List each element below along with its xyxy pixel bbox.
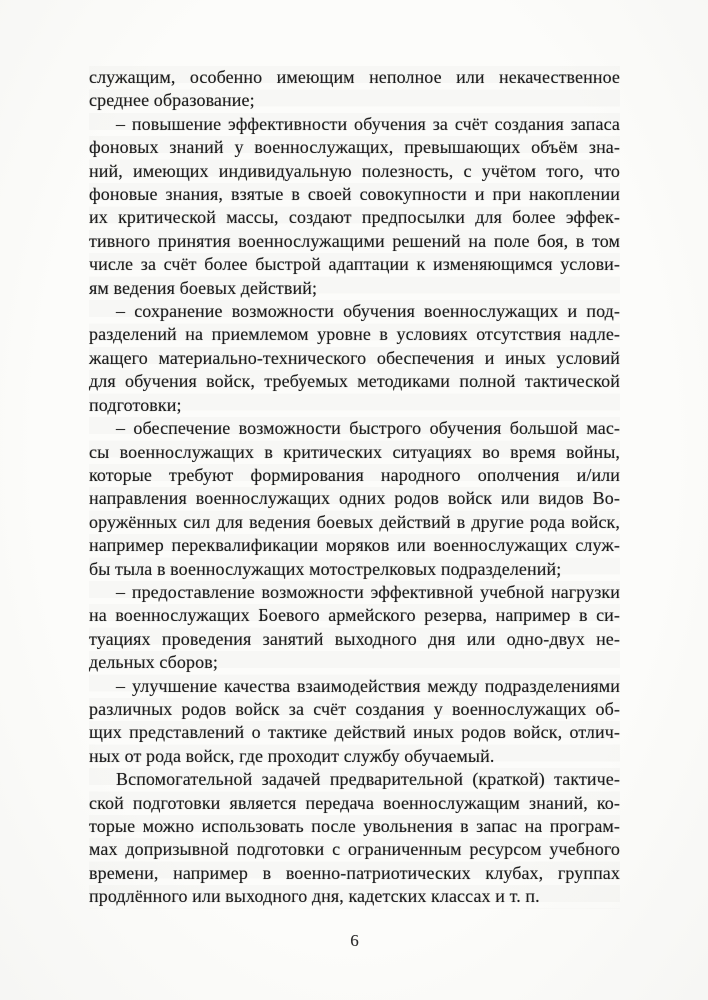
text-line: – повышение эффективности обучения за счёт создания запаса [116,113,620,134]
text-line: торые можно использовать после увольнения в запас на програм- [89,816,620,836]
text-line: ных от рода войск, где проходит службу обучаемый. [89,745,495,766]
text-line: времени, например в военно-патриотических клубах, группах [89,862,620,883]
text-line: – сохранение возможности обучения военнослужащих и под- [116,301,620,322]
text-line: туациях проведения занятий выходного дня или одно-двух не- [89,628,620,649]
text-line: – предоставление возможности эффективной учебной нагрузки [116,581,620,602]
text-line: мах допризывной подготовки с ограниченным ресурсом учебного [89,839,620,860]
text-line: для обучения войск, требуемых методиками полной тактической [89,371,620,392]
text-line: разделений на приемлемом уровне в условиях отсутствия надле- [89,324,620,345]
text-line: оружённых сил для ведения боевых действий в другие рода войск, [89,511,620,532]
page-text-block [89,66,620,909]
text-line: подготовки; [89,394,182,415]
text-line: которые требуют формирования народного ополчения и/или [89,464,620,485]
text-line: ний, имеющих индивидуальную полезность, с учётом того, что [89,160,620,181]
text-line: направления военнослужащих одних родов войск или видов Во- [89,488,620,509]
text-line: ской подготовки является передача военнослужащим знаний, ко- [89,792,620,813]
text-line: – улучшение качества взаимодействия между подразделениями [116,675,620,696]
text-line: Вспомогательной задачей предварительной (краткой) тактиче- [116,769,620,790]
text-line: на военнослужащих Боевого армейского резерва, например в си- [89,605,620,626]
text-line: дельных сборов; [89,652,218,673]
text-line: – обеспечение возможности быстрого обучения большой мас- [116,418,620,439]
text-line: бы тыла в военнослужащих мотострелковых подразделений; [89,558,562,579]
text-line: их критической массы, создают предпосылки для более эффек- [89,207,620,228]
text-line: фоновые знания, взятые в своей совокупности и при накоплении [89,184,620,205]
text-line: жащего материально-технического обеспечения и иных условий [89,347,620,368]
text-line: среднее образование; [89,90,255,111]
text-line: фоновых знаний у военнослужащих, превышающих объём зна- [89,137,620,158]
text-line: различных родов войск за счёт создания у военнослужащих об- [89,698,620,719]
text-line: числе за счёт более быстрой адаптации к изменяющимся услови- [89,254,620,275]
text-line: сы военнослужащих в критических ситуациях во время войны, [89,441,620,462]
text-line: ям ведения боевых действий; [89,277,318,298]
page-number: 6 [350,931,359,950]
text-line: например переквалификации моряков или военнослужащих служ- [89,535,620,556]
text-line: служащим, особенно имеющим неполное или некачественное [89,67,620,87]
text-line: тивного принятия военнослужащими решений на поле боя, в том [89,230,620,251]
text-line: щих представлений о тактике действий иных родов войск, отлич- [89,722,620,743]
text-line: продлённого или выходного дня, кадетских классах и т. п. [89,886,540,907]
